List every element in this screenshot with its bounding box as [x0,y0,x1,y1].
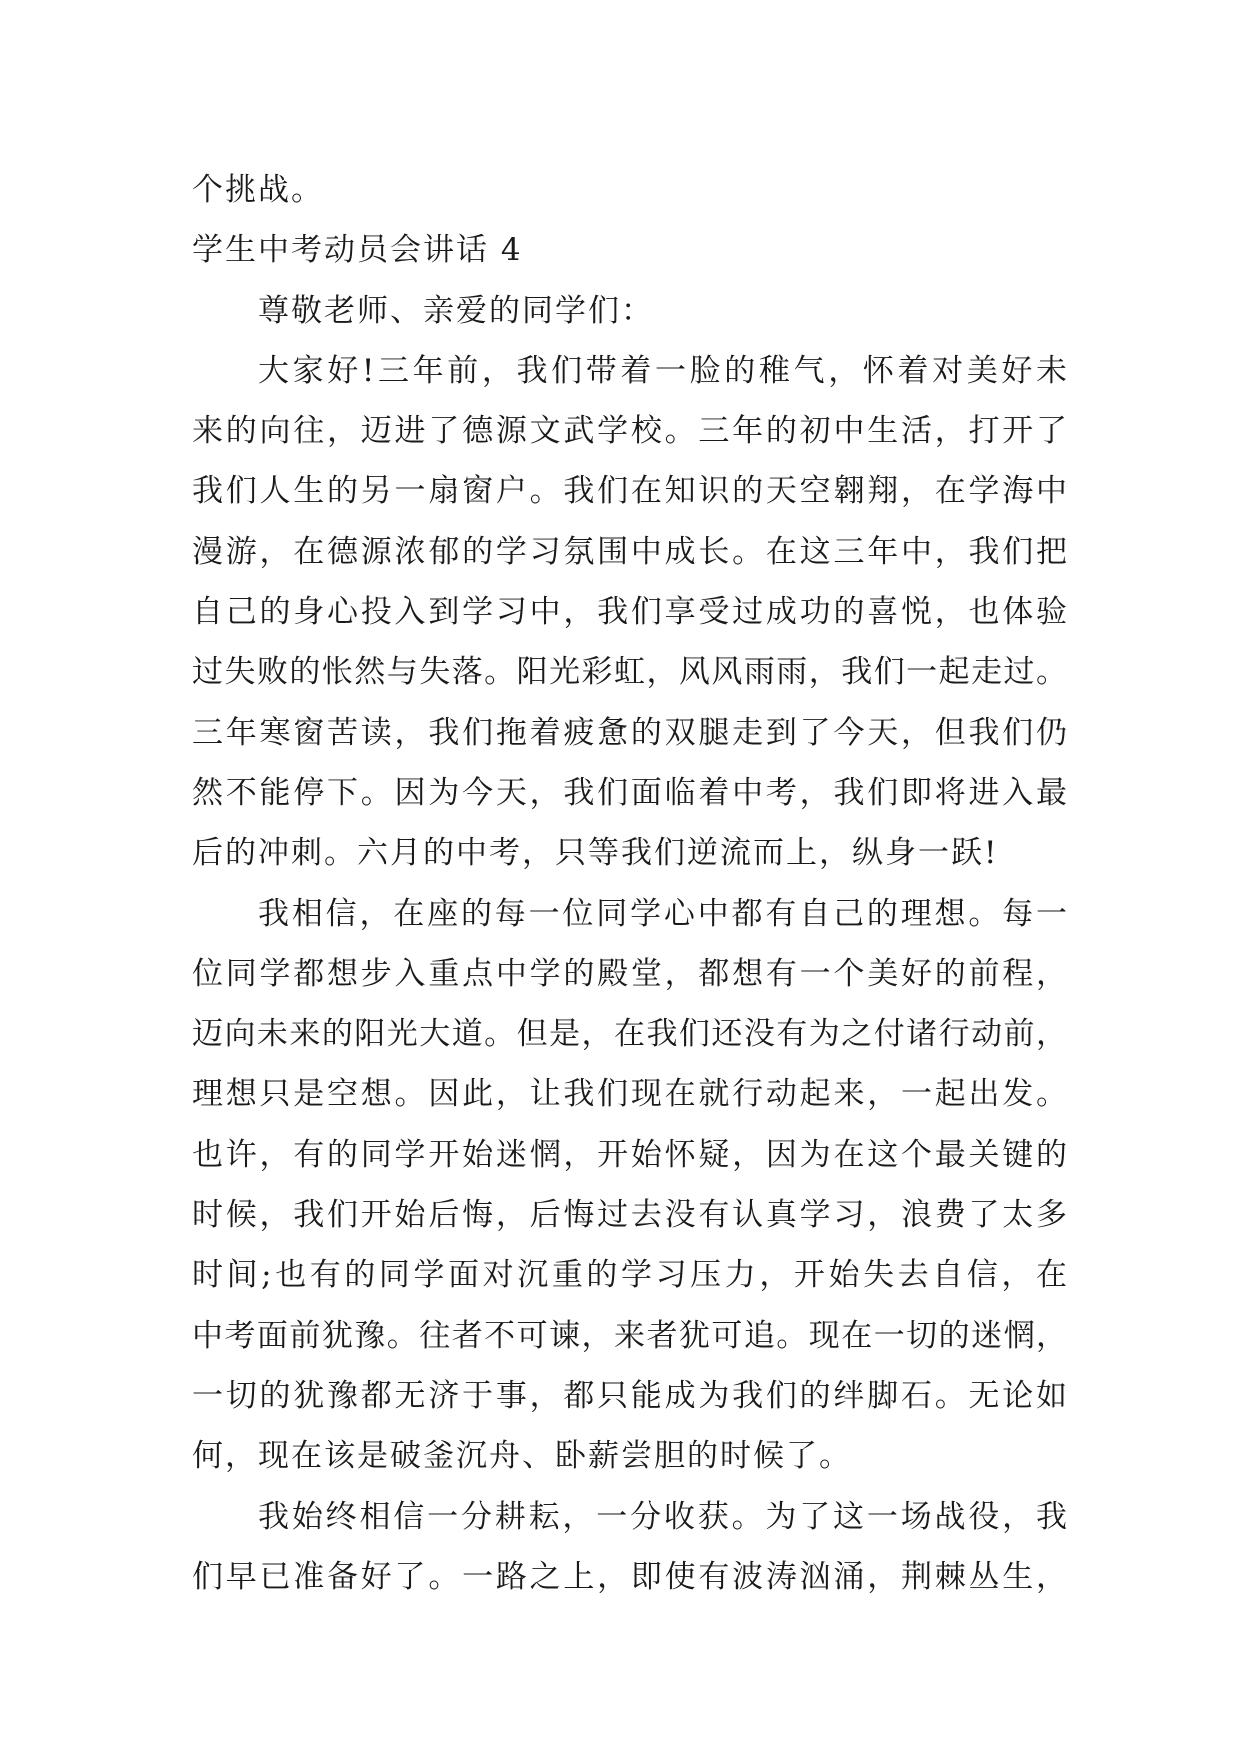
paragraph-1-last-line: 后的冲刺。六月的中考，只等我们逆流而上，纵身一跃! [192,835,999,872]
paragraph-2-line: 我相信，在座的每一位同学心中都有自己的理想。每一 [258,895,1067,932]
paragraph-2-line: 迈向未来的阳光大道。但是，在我们还没有为之付诸行动前， [192,1016,1067,1053]
paragraph-1-line: 自己的身心投入到学习中，我们享受过成功的喜悦，也体验 [192,594,1067,631]
paragraph-3-line: 们早已准备好了。一路之上，即使有波涛汹涌，荆棘丛生， [192,1558,1067,1595]
paragraph-1-line: 然不能停下。因为今天，我们面临着中考，我们即将进入最 [192,774,1067,811]
paragraph-2-line: 也许，有的同学开始迷惘，开始怀疑，因为在这个最关键的 [192,1136,1067,1173]
paragraph-1-line: 来的向往，迈进了德源文武学校。三年的初中生活，打开了 [192,413,1067,450]
paragraph-3-line: 我始终相信一分耕耘，一分收获。为了这一场战役，我 [258,1498,1067,1535]
paragraph-1-line: 大家好!三年前，我们带着一脸的稚气，怀着对美好未 [258,352,1067,389]
document-body [192,160,1067,1607]
paragraph-2-line: 一切的犹豫都无济于事，都只能成为我们的绊脚石。无论如 [192,1377,1067,1414]
paragraph-2-line: 位同学都想步入重点中学的殿堂，都想有一个美好的前程， [192,955,1067,992]
paragraph-2-line: 时间;也有的同学面对沉重的学习压力，开始失去自信，在 [192,1257,1067,1294]
text-line-continuation: 个挑战。 [192,172,324,208]
paragraph-2-line: 中考面前犹豫。往者不可谏，来者犹可追。现在一切的迷惘， [192,1317,1067,1354]
paragraph-1-line: 三年寒窗苦读，我们拖着疲惫的双腿走到了今天，但我们仍 [192,714,1067,751]
paragraph-2-line: 理想只是空想。因此，让我们现在就行动起来，一起出发。 [192,1076,1067,1113]
paragraph-2-line: 时候，我们开始后悔，后悔过去没有认真学习，浪费了太多 [192,1197,1067,1234]
paragraph-2-last-line: 何，现在该是破釜沉舟、卧薪尝胆的时候了。 [192,1438,852,1475]
paragraph-1-line: 我们人生的另一扇窗户。我们在知识的天空翱翔，在学海中 [192,473,1067,510]
salutation-line: 尊敬老师、亲爱的同学们： [258,292,654,329]
section-heading: 学生中考动员会讲话 4 [192,232,523,269]
paragraph-1-line: 漫游，在德源浓郁的学习氛围中成长。在这三年中，我们把 [192,533,1067,570]
paragraph-1-line: 过失败的怅然与失落。阳光彩虹，风风雨雨，我们一起走过。 [192,654,1067,691]
